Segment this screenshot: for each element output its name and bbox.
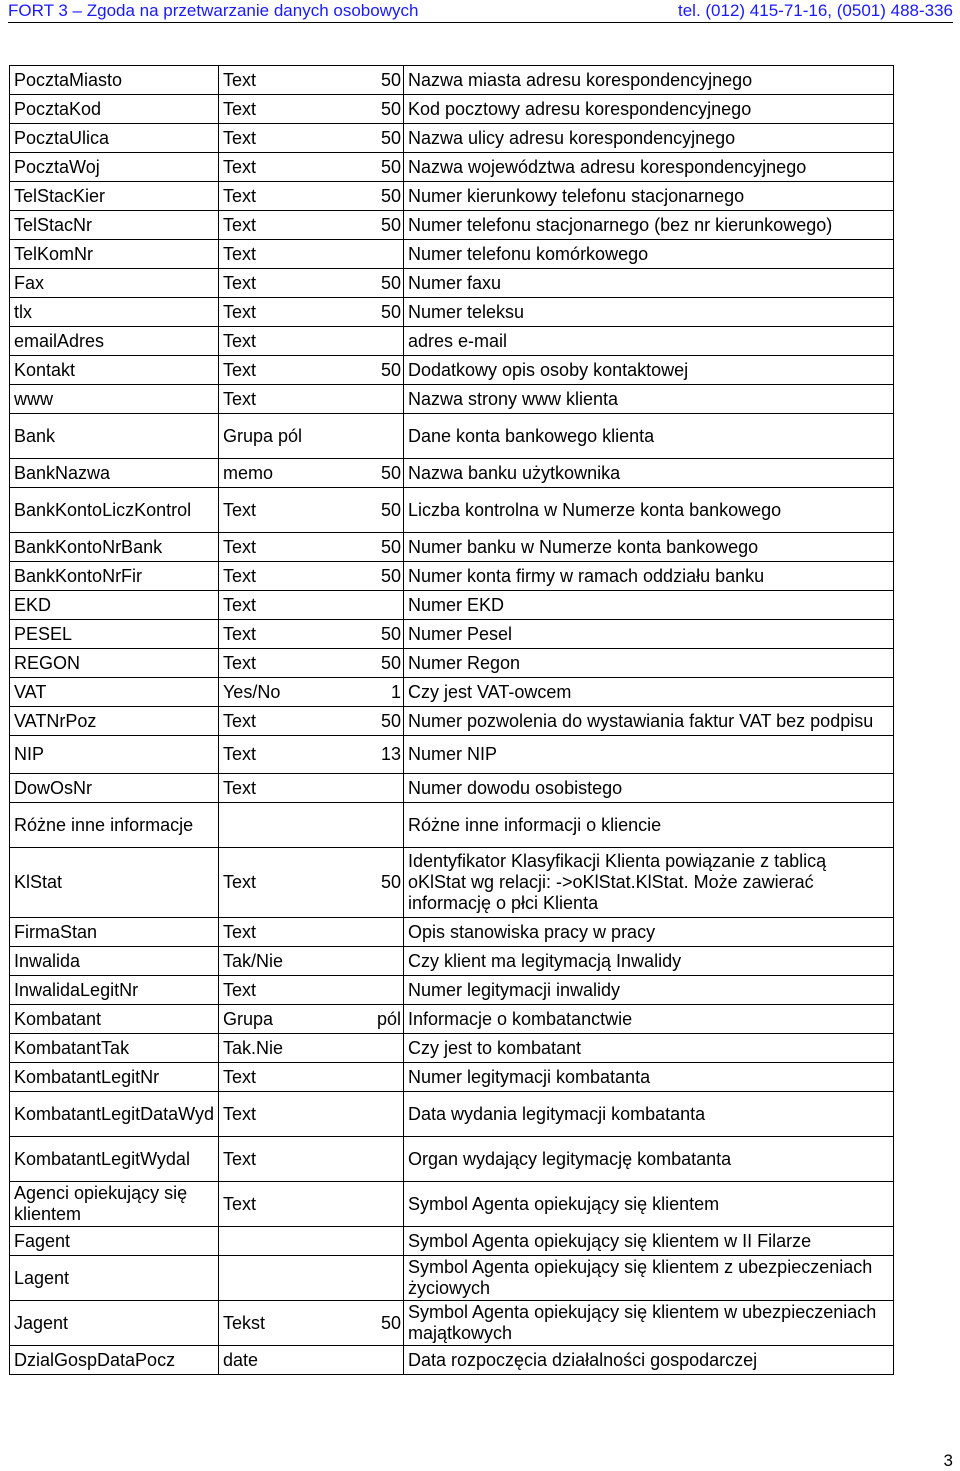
table-row xyxy=(10,488,894,533)
field-type: Tekst xyxy=(218,1301,377,1346)
field-type: Grupa xyxy=(218,1005,377,1034)
table-row xyxy=(10,649,894,678)
field-type: Text xyxy=(218,918,377,947)
table-row xyxy=(10,947,894,976)
field-description: Numer faxu xyxy=(403,269,893,298)
field-description: Numer banku w Numerze konta bankowego xyxy=(403,533,893,562)
field-description: Czy jest to kombatant xyxy=(403,1034,893,1063)
field-name: KlStat xyxy=(10,848,219,918)
field-description: Czy klient ma legitymacją Inwalidy xyxy=(403,947,893,976)
field-size: 50 xyxy=(377,848,404,918)
field-description: Numer EKD xyxy=(403,591,893,620)
field-description: Nazwa województwa adresu korespondencyjnego xyxy=(403,153,893,182)
field-description: Data wydania legitymacji kombatanta xyxy=(403,1092,893,1137)
field-size: 50 xyxy=(377,95,404,124)
table-row xyxy=(10,1256,894,1301)
field-name: BankKontoNrBank xyxy=(10,533,219,562)
field-name: VATNrPoz xyxy=(10,707,219,736)
field-size xyxy=(377,1034,404,1063)
field-name: PocztaKod xyxy=(10,95,219,124)
table-row xyxy=(10,1034,894,1063)
field-size: 50 xyxy=(377,488,404,533)
field-size: 50 xyxy=(377,649,404,678)
field-type: Text xyxy=(218,591,377,620)
field-name: KombatantLegitNr xyxy=(10,1063,219,1092)
table-row xyxy=(10,1182,894,1227)
field-type: Text xyxy=(218,124,377,153)
page-header xyxy=(8,0,953,23)
table-row xyxy=(10,562,894,591)
field-size: 50 xyxy=(377,153,404,182)
field-description: Numer legitymacji kombatanta xyxy=(403,1063,893,1092)
table-row xyxy=(10,66,894,95)
field-size: 50 xyxy=(377,211,404,240)
field-name: KombatantTak xyxy=(10,1034,219,1063)
field-name: www xyxy=(10,385,219,414)
field-description: Numer pozwolenia do wystawiania faktur VAT bez podpisu xyxy=(403,707,893,736)
field-size: 50 xyxy=(377,66,404,95)
field-size: pól xyxy=(377,1005,404,1034)
field-description: Organ wydający legitymację kombatanta xyxy=(403,1137,893,1182)
table-row xyxy=(10,918,894,947)
field-name: EKD xyxy=(10,591,219,620)
table-row xyxy=(10,1227,894,1256)
field-size xyxy=(377,1256,404,1301)
field-size xyxy=(377,1137,404,1182)
field-type: Text xyxy=(218,1137,377,1182)
field-description: Czy jest VAT-owcem xyxy=(403,678,893,707)
field-description: adres e-mail xyxy=(403,327,893,356)
field-name: TelStacNr xyxy=(10,211,219,240)
header-title: FORT 3 – Zgoda na przetwarzanie danych osobowych xyxy=(8,1,419,20)
field-size xyxy=(377,240,404,269)
field-name: InwalidaLegitNr xyxy=(10,976,219,1005)
field-size xyxy=(377,803,404,848)
table-row xyxy=(10,211,894,240)
field-type xyxy=(218,1256,377,1301)
field-description: Identyfikator Klasyfikacji Klienta powiązanie z tablicą oKlStat wg relacji: ->oKlStat.KlStat. Może zawierać informację o płci Klienta xyxy=(403,848,893,918)
field-type: Text xyxy=(218,774,377,803)
field-size: 1 xyxy=(377,678,404,707)
field-name: Inwalida xyxy=(10,947,219,976)
table-row xyxy=(10,736,894,774)
table-row xyxy=(10,153,894,182)
table-row xyxy=(10,298,894,327)
field-name: NIP xyxy=(10,736,219,774)
field-name: DzialGospDataPocz xyxy=(10,1346,219,1375)
field-size xyxy=(377,1182,404,1227)
field-type: date xyxy=(218,1346,377,1375)
field-type: Text xyxy=(218,736,377,774)
field-description: Numer legitymacji inwalidy xyxy=(403,976,893,1005)
field-type: Text xyxy=(218,385,377,414)
field-type: Text xyxy=(218,707,377,736)
field-size xyxy=(377,591,404,620)
table-row xyxy=(10,269,894,298)
field-name: PocztaMiasto xyxy=(10,66,219,95)
field-name: PESEL xyxy=(10,620,219,649)
table-row xyxy=(10,591,894,620)
field-type xyxy=(218,803,377,848)
field-description: Numer teleksu xyxy=(403,298,893,327)
field-size: 50 xyxy=(377,356,404,385)
field-size: 50 xyxy=(377,459,404,488)
field-size xyxy=(377,414,404,459)
field-size: 13 xyxy=(377,736,404,774)
field-name: TelKomNr xyxy=(10,240,219,269)
field-type: Text xyxy=(218,356,377,385)
field-type: memo xyxy=(218,459,377,488)
field-size: 50 xyxy=(377,269,404,298)
field-description: Symbol Agenta opiekujący się klientem z ubezpieczeniach życiowych xyxy=(403,1256,893,1301)
field-name: KombatantLegitWydal xyxy=(10,1137,219,1182)
field-description: Numer NIP xyxy=(403,736,893,774)
field-size xyxy=(377,1063,404,1092)
field-size: 50 xyxy=(377,620,404,649)
field-size xyxy=(377,774,404,803)
field-type: Text xyxy=(218,240,377,269)
field-name: KombatantLegitDataWyd xyxy=(10,1092,219,1137)
field-name: BankNazwa xyxy=(10,459,219,488)
table-row xyxy=(10,803,894,848)
fields-table xyxy=(9,65,894,1375)
table-row xyxy=(10,533,894,562)
table-row xyxy=(10,240,894,269)
field-type: Grupa pól xyxy=(218,414,377,459)
table-row xyxy=(10,774,894,803)
field-description: Opis stanowiska pracy w pracy xyxy=(403,918,893,947)
field-size xyxy=(377,918,404,947)
field-name: REGON xyxy=(10,649,219,678)
table-row xyxy=(10,1137,894,1182)
table-row xyxy=(10,620,894,649)
field-type: Text xyxy=(218,269,377,298)
table-row xyxy=(10,182,894,211)
table-row xyxy=(10,707,894,736)
field-description: Numer telefonu stacjonarnego (bez nr kierunkowego) xyxy=(403,211,893,240)
field-type: Text xyxy=(218,488,377,533)
field-description: Numer kierunkowy telefonu stacjonarnego xyxy=(403,182,893,211)
table-row xyxy=(10,1063,894,1092)
field-size: 50 xyxy=(377,707,404,736)
field-name: Fagent xyxy=(10,1227,219,1256)
field-description: Dane konta bankowego klienta xyxy=(403,414,893,459)
field-description: Symbol Agenta opiekujący się klientem xyxy=(403,1182,893,1227)
field-name: DowOsNr xyxy=(10,774,219,803)
field-description: Data rozpoczęcia działalności gospodarczej xyxy=(403,1346,893,1375)
field-size: 50 xyxy=(377,1301,404,1346)
field-type: Tak/Nie xyxy=(218,947,377,976)
table-row xyxy=(10,848,894,918)
field-description: Symbol Agenta opiekujący się klientem w II Filarze xyxy=(403,1227,893,1256)
field-type xyxy=(218,1227,377,1256)
field-description: Informacje o kombatanctwie xyxy=(403,1005,893,1034)
field-name: VAT xyxy=(10,678,219,707)
field-description: Dodatkowy opis osoby kontaktowej xyxy=(403,356,893,385)
field-type: Text xyxy=(218,620,377,649)
field-type: Text xyxy=(218,533,377,562)
field-description: Liczba kontrolna w Numerze konta bankowego xyxy=(403,488,893,533)
field-description: Kod pocztowy adresu korespondencyjnego xyxy=(403,95,893,124)
field-name: Fax xyxy=(10,269,219,298)
field-type: Text xyxy=(218,95,377,124)
field-description: Numer dowodu osobistego xyxy=(403,774,893,803)
field-size xyxy=(377,1092,404,1137)
field-type: Text xyxy=(218,66,377,95)
field-name: Jagent xyxy=(10,1301,219,1346)
table-row xyxy=(10,678,894,707)
field-size xyxy=(377,947,404,976)
table-row xyxy=(10,1301,894,1346)
table-row xyxy=(10,459,894,488)
table-row xyxy=(10,327,894,356)
field-description: Numer Pesel xyxy=(403,620,893,649)
table-row xyxy=(10,356,894,385)
field-type: Text xyxy=(218,562,377,591)
field-type: Text xyxy=(218,327,377,356)
field-type: Text xyxy=(218,1092,377,1137)
table-row xyxy=(10,1346,894,1375)
field-type: Text xyxy=(218,298,377,327)
field-size: 50 xyxy=(377,298,404,327)
field-description: Numer konta firmy w ramach oddziału banku xyxy=(403,562,893,591)
field-type: Text xyxy=(218,848,377,918)
field-description: Numer telefonu komórkowego xyxy=(403,240,893,269)
field-name: emailAdres xyxy=(10,327,219,356)
table-row xyxy=(10,95,894,124)
field-name: FirmaStan xyxy=(10,918,219,947)
header-phone: tel. (012) 415-71-16, (0501) 488-336 xyxy=(677,1,953,20)
field-size: 50 xyxy=(377,533,404,562)
field-type: Tak.Nie xyxy=(218,1034,377,1063)
field-name: PocztaWoj xyxy=(10,153,219,182)
field-size: 50 xyxy=(377,182,404,211)
table-row xyxy=(10,1005,894,1034)
field-name: TelStacKier xyxy=(10,182,219,211)
field-name: tlx xyxy=(10,298,219,327)
field-type: Yes/No xyxy=(218,678,377,707)
field-name: Lagent xyxy=(10,1256,219,1301)
field-name: Bank xyxy=(10,414,219,459)
field-name: PocztaUlica xyxy=(10,124,219,153)
field-name: Agenci opiekujący się klientem xyxy=(10,1182,219,1227)
field-name: BankKontoNrFir xyxy=(10,562,219,591)
field-type: Text xyxy=(218,976,377,1005)
field-description: Nazwa ulicy adresu korespondencyjnego xyxy=(403,124,893,153)
field-size xyxy=(377,1346,404,1375)
field-description: Nazwa strony www klienta xyxy=(403,385,893,414)
field-type: Text xyxy=(218,182,377,211)
field-type: Text xyxy=(218,1063,377,1092)
field-type: Text xyxy=(218,1182,377,1227)
field-type: Text xyxy=(218,211,377,240)
field-type: Text xyxy=(218,153,377,182)
field-description: Nazwa banku użytkownika xyxy=(403,459,893,488)
field-name: Różne inne informacje xyxy=(10,803,219,848)
field-size: 50 xyxy=(377,562,404,591)
table-row xyxy=(10,124,894,153)
table-row xyxy=(10,385,894,414)
field-name: Kombatant xyxy=(10,1005,219,1034)
field-name: BankKontoLiczKontrol xyxy=(10,488,219,533)
field-size: 50 xyxy=(377,124,404,153)
field-description: Nazwa miasta adresu korespondencyjnego xyxy=(403,66,893,95)
field-description: Symbol Agenta opiekujący się klientem w ubezpieczeniach majątkowych xyxy=(403,1301,893,1346)
field-type: Text xyxy=(218,649,377,678)
table-row xyxy=(10,976,894,1005)
table-row xyxy=(10,1092,894,1137)
field-description: Numer Regon xyxy=(403,649,893,678)
field-size xyxy=(377,1227,404,1256)
field-name: Kontakt xyxy=(10,356,219,385)
field-size xyxy=(377,385,404,414)
field-size xyxy=(377,976,404,1005)
table-row xyxy=(10,414,894,459)
field-description: Różne inne informacji o kliencie xyxy=(403,803,893,848)
field-size xyxy=(377,327,404,356)
page-number: 3 xyxy=(943,1451,953,1470)
